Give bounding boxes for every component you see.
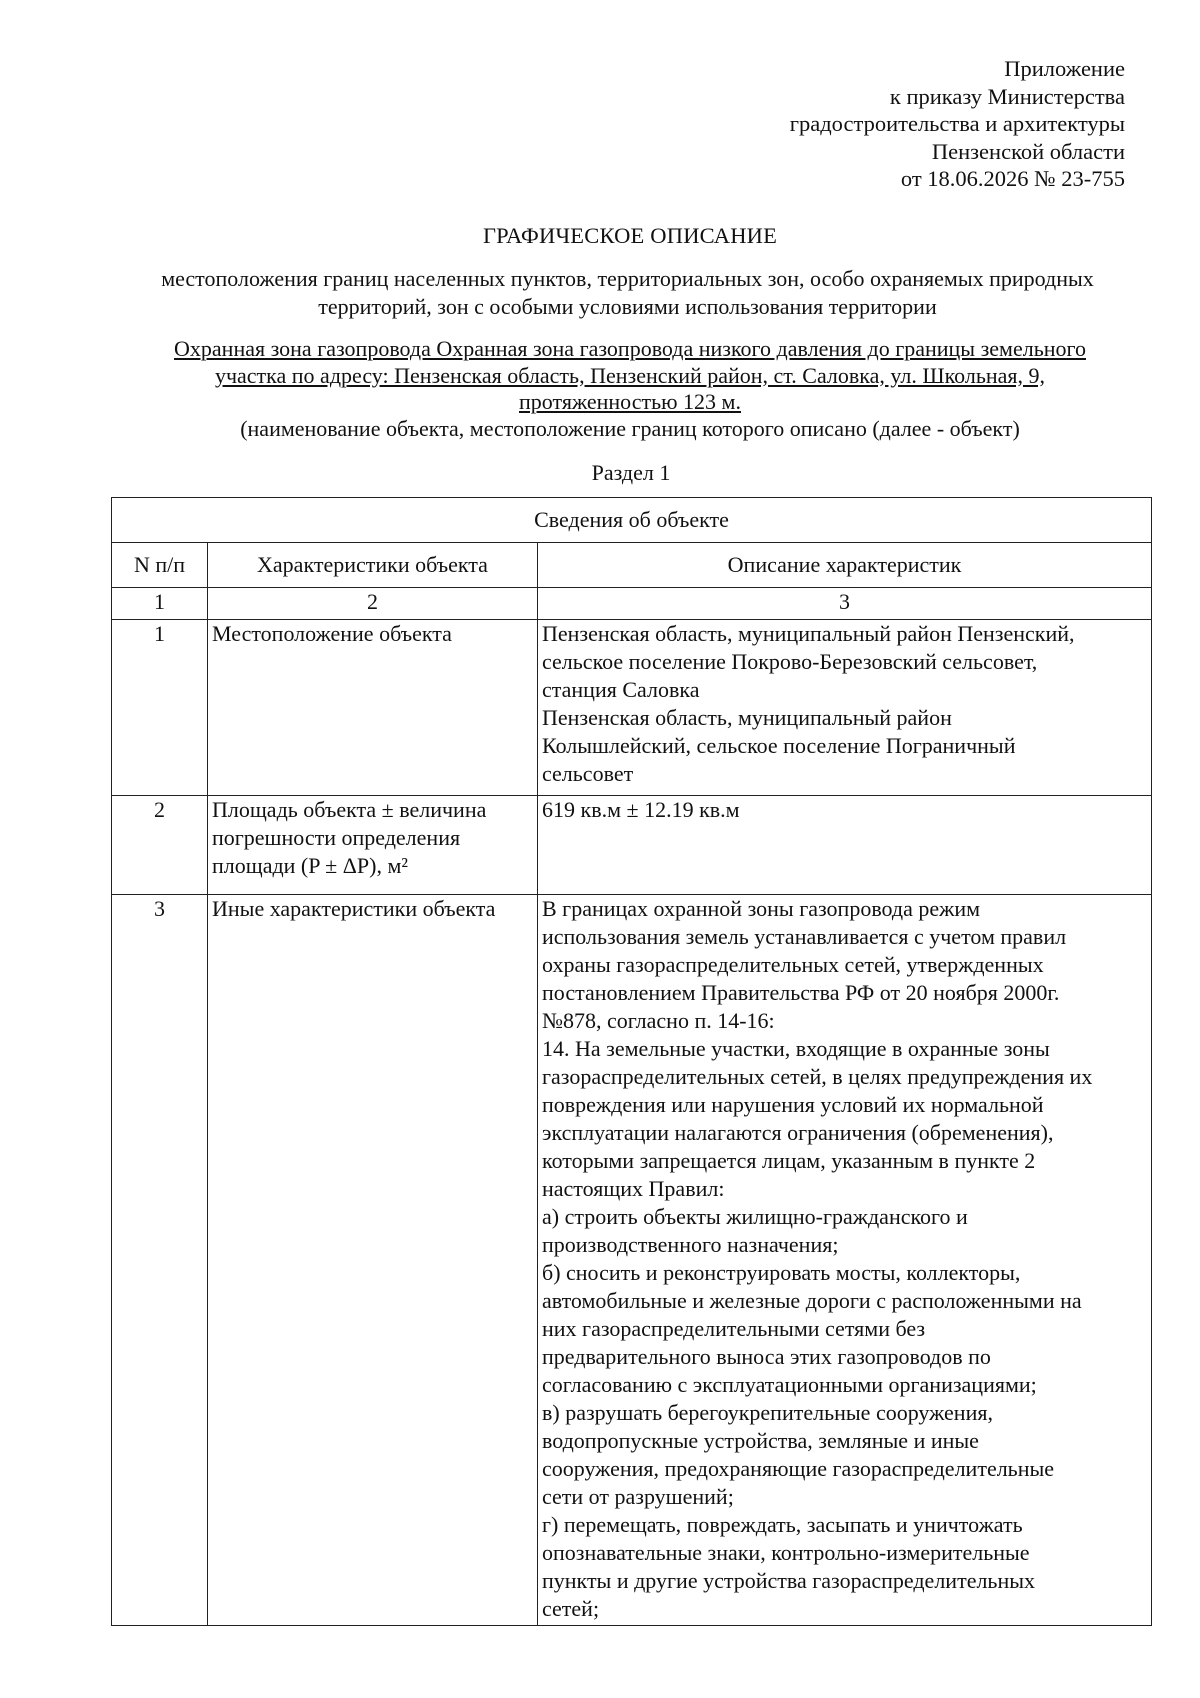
appendix-line: градостроительства и архитектуры — [789, 111, 1125, 136]
header-cell: Характеристики объекта — [208, 543, 538, 588]
column-number-cell: 3 — [538, 588, 1152, 620]
appendix-line: Пензенской области — [931, 138, 1125, 164]
row-number: 2 — [112, 796, 208, 895]
table-row — [112, 895, 1152, 1626]
characteristic-description: Пензенская область, муниципальный район Пензенский, сельское поселение Покрово-Березовский сельсовет, станция Саловка Пензенская область, муниципальный район Колышлейский, сельское поселение Пограничный сельсовет — [538, 620, 1152, 796]
document-subtitle — [100, 265, 1155, 321]
subtitle-line: территорий, зон с особыми условиями использования территории — [318, 294, 937, 319]
characteristic-name: Местоположение объекта — [208, 620, 538, 796]
object-info-table — [111, 497, 1152, 1626]
appendix-line: Приложение — [1004, 56, 1125, 81]
header-cell: Описание характеристик — [538, 543, 1152, 588]
object-name-line: участка по адресу: Пензенская область, Пензенский район, ст. Саловка, ул. Школьная, 9, — [214, 362, 1046, 388]
table-caption-row — [112, 498, 1152, 543]
appendix-block — [525, 55, 1125, 193]
object-name-line: Охранная зона газопровода Охранная зона газопровода низкого давления до границы земельного — [174, 336, 1086, 361]
characteristic-name: Площадь объекта ± величина погрешности определения площади (P ± ΔP), м² — [208, 796, 538, 895]
subtitle-line: местоположения границ населенных пунктов, территориальных зон, особо охраняемых природных — [161, 266, 1094, 291]
column-number-cell: 2 — [208, 588, 538, 620]
characteristic-description: 619 кв.м ± 12.19 кв.м — [538, 796, 1152, 895]
appendix-order-date: от 18.06.2026 № 23-755 — [900, 166, 1125, 191]
document-title: ГРАФИЧЕСКОЕ ОПИСАНИЕ — [482, 223, 778, 248]
row-number: 1 — [112, 620, 208, 796]
column-number-cell: 1 — [112, 588, 208, 620]
row-number: 3 — [112, 895, 208, 1626]
characteristic-description: В границах охранной зоны газопровода режим использования земель устанавливается с учетом правил охраны газораспределительных сетей, утвержденных постановлением Правительства РФ от 20 ноября 2000г. №878, согласно п. 14-16: 14. На земельные участки, входящие в охранные зоны газораспределительных сетей, в целях предупреждения их повреждения или нарушения условий их нормальной эксплуатации налагаются ограничения (обременения), которыми запрещается лицам, указанным в пункте 2 настоящих Правил: а) строить объекты жилищно-гражданского и производственного назначения; б) сносить и реконструировать мосты, коллекторы, автомобильные и железные дороги с расположенными на них газораспределительными сетями без предварительного выноса этих газопроводов по согласованию с эксплуатационными организациями; в) разрушать берегоукрепительные сооружения, водопропускные устройства, земляные и иные сооружения, предохраняющие газораспределительные сети от разрушений; г) перемещать, повреждать, засыпать и уничтожать опознавательные знаки, контрольно-измерительные пункты и другие устройства газораспределительных сетей; — [538, 895, 1152, 1626]
section-heading: Раздел 1 — [591, 460, 671, 485]
table-caption: Сведения об объекте — [112, 498, 1152, 543]
table-row — [112, 620, 1152, 796]
object-name-block — [100, 336, 1160, 442]
object-name-caption: (наименование объекта, местоположение границ которого описано (далее - объект) — [240, 415, 1020, 441]
header-cell: N п/п — [112, 543, 208, 588]
object-name-line: протяженностью 123 м. — [519, 389, 741, 414]
appendix-line: к приказу Министерства — [889, 83, 1125, 109]
column-number-row — [112, 588, 1152, 620]
table-header-row — [112, 543, 1152, 588]
table-row — [112, 796, 1152, 895]
characteristic-name: Иные характеристики объекта — [208, 895, 538, 1626]
